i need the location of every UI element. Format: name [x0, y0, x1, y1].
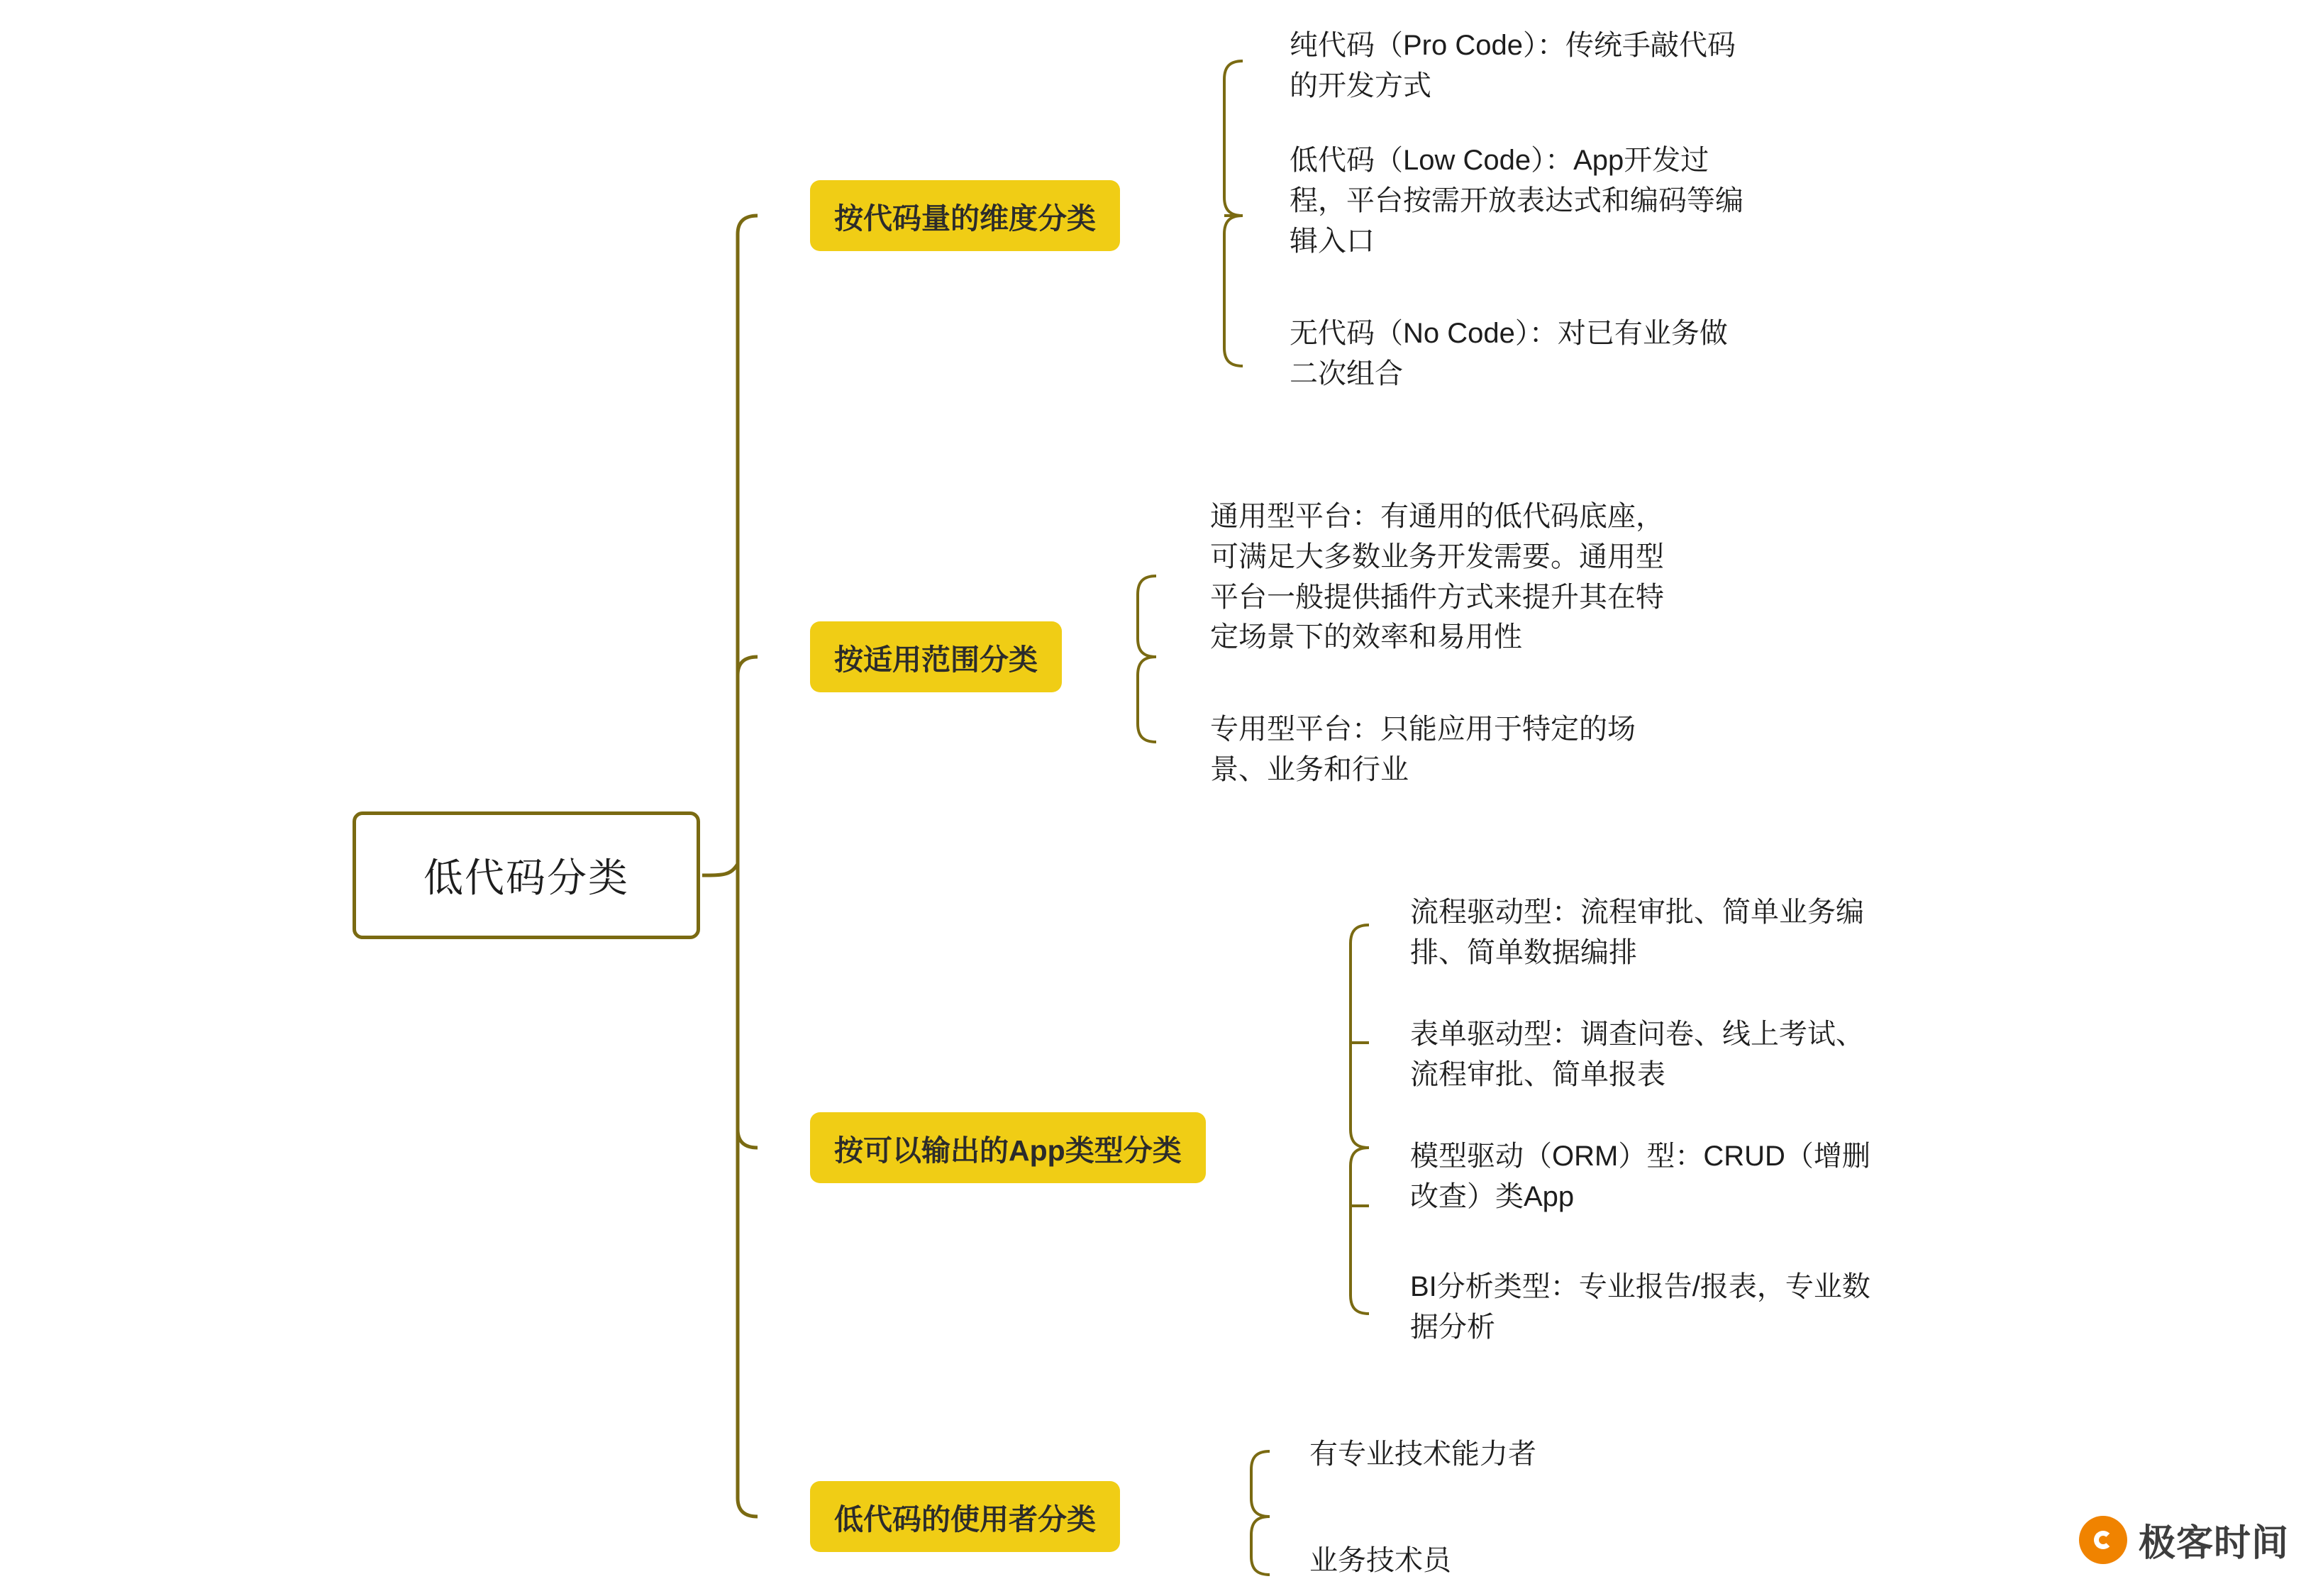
link-spine-to-branch-4	[738, 887, 758, 1517]
leaf-text-2-2: 专用型平台：只能应用于特定的场 景、业务和行业	[1210, 714, 1636, 785]
branch-node-1-label: 按代码量的维度分类	[834, 201, 1096, 235]
link-b2-down	[1138, 657, 1156, 742]
branch-node-1[interactable]	[810, 180, 1120, 251]
leaf-text-3-4: BI分析类型：专业报告/报表，专业数 据分析	[1410, 1271, 1870, 1343]
link-spine-to-branch-3	[738, 887, 758, 1148]
branch-node-4[interactable]	[810, 1481, 1120, 1552]
leaf-text-4-1: 有专业技术能力者	[1309, 1439, 1536, 1470]
link-b4-up	[1251, 1451, 1270, 1517]
geek-time-logo-icon	[2079, 1516, 2127, 1564]
leaf-text-3-1: 流程驱动型：流程审批、简单业务编 排、简单数据编排	[1410, 897, 1864, 968]
branch-node-3[interactable]	[810, 1112, 1206, 1183]
branch-node-4-label: 低代码的使用者分类	[834, 1502, 1096, 1536]
link-b3-down	[1351, 1148, 1369, 1314]
link-b4-down	[1251, 1517, 1270, 1575]
leaf-text-1-2: 低代码（Low Code）：App开发过 程，平台按需开放表达式和编码等编 辑入口	[1290, 145, 1743, 257]
root-node-label: 低代码分类	[423, 855, 629, 900]
brand-name: 极客时间	[2138, 1523, 2289, 1564]
leaf-text-1-1: 纯代码（Pro Code）：传统手敲代码 的开发方式	[1290, 30, 1736, 101]
link-b2-up	[1138, 576, 1156, 657]
root-node[interactable]	[353, 811, 700, 939]
branch-node-2[interactable]	[810, 621, 1062, 692]
leaf-text-3-2: 表单驱动型：调查问卷、线上考试、 流程审批、简单报表	[1410, 1019, 1864, 1090]
leaf-text-4-2: 业务技术员	[1309, 1545, 1451, 1576]
leaf-text-1-3: 无代码（No Code）：对已有业务做 二次组合	[1290, 318, 1728, 389]
link-spine-to-branch-2	[738, 657, 758, 864]
link-spine-to-branch-1	[738, 216, 758, 864]
branch-node-3-label: 按可以输出的App类型分类	[834, 1134, 1182, 1167]
link-b1-down	[1224, 216, 1243, 366]
link-root-out	[702, 864, 738, 875]
brand-watermark	[2079, 1513, 2289, 1566]
leaf-text-2-1: 通用型平台：有通用的低代码底座， 可满足大多数业务开发需要。通用型 平台一般提供插件方式来提升其在特 定场景下的效率和易用性	[1210, 501, 1664, 653]
leaf-text-3-3: 模型驱动（ORM）型：CRUD（增删 改查）类App	[1410, 1141, 1870, 1212]
link-b3-up	[1351, 925, 1369, 1148]
link-b1-up	[1224, 61, 1243, 216]
branch-node-2-label: 按适用范围分类	[834, 643, 1038, 676]
